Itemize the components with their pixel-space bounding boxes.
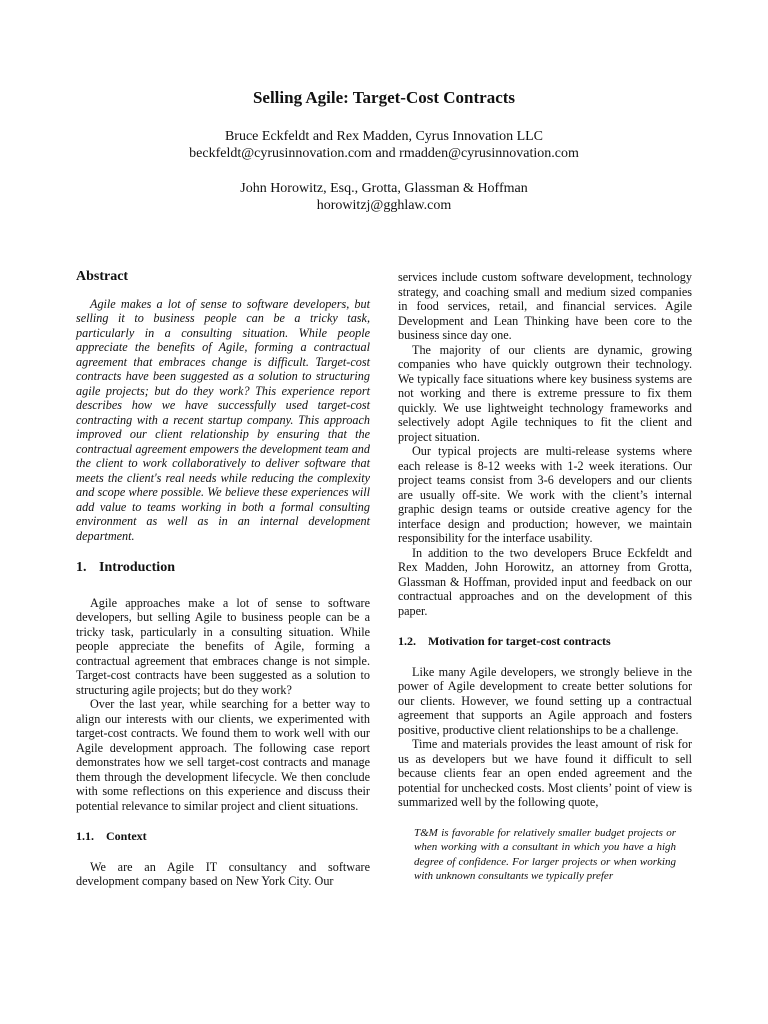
motivation-heading bbox=[398, 634, 692, 649]
authors-line-1: Bruce Eckfeldt and Rex Madden, Cyrus Innovation LLC bbox=[224, 129, 544, 144]
block-quote: T&M is favorable for relatively smaller budget projects or when working with a consultant in which you have a high degree of confidence. For larger projects or when working with unknown consultants we typically prefer bbox=[414, 826, 676, 882]
context-paragraph-1: We are an Agile IT consultancy and software development company based on New York City. Our bbox=[76, 859, 370, 888]
paper-title: Selling Agile: Target-Cost Contracts bbox=[252, 88, 516, 107]
intro-paragraph-1: Agile approaches make a lot of sense to software developers, but selling Agile to business people can be a tricky task, particularly in a consulting situation. While people appreciate the benefits of Agile, forming a contractual agreement that embraces change is not simple. Target-cost contracts have been suggested as a solution to structuring agile projects; but do they work? bbox=[76, 595, 370, 697]
subsection-title: Motivation for target-cost contracts bbox=[428, 634, 611, 648]
subsection-title: Context bbox=[106, 829, 147, 843]
paper-header bbox=[0, 88, 768, 232]
addition-paragraph: In addition to the two developers Bruce Eckfeldt and Rex Madden, John Horowitz, an attorney from Grotta, Glassman & Hoffman, provided input and feedback on our contractual approaches and on the development of this paper. bbox=[398, 545, 692, 618]
left-column bbox=[76, 270, 370, 889]
section-title: Introduction bbox=[99, 560, 175, 575]
intro-paragraph-2: Over the last year, while searching for a better way to align our interests with our clients, we experimented with target-cost contracts. We found them to work well with our Agile development approach. The following case report demonstrates how we sell target-cost contracts and manage them through the development lifecycle. We then conclude with some reflections on this experience and discuss their potential relevance to similar project and client situations. bbox=[76, 697, 370, 813]
abstract-text: Agile makes a lot of sense to software developers, but selling it to business people can be a tricky task, particularly in a consulting situation. While people appreciate the benefits of Agile, forming a contractual agreement that embraces change is difficult. Target-cost contracts have been suggested as a solution to structuring agile projects; but do they work? This experience report describes how we have successfully used target-cost contracting with a recent startup company. This approach improved our client relationship by ensuring that the contractual agreement empowers the development team and the client to work collaboratively to deliver software that meets the client's real needs while reducing the complexity and scope where possible. We believe these experiences will add value to teams working in both a formal consulting environment as well as in an internal development department. bbox=[76, 296, 370, 543]
abstract-heading: Abstract bbox=[76, 269, 129, 284]
introduction-heading bbox=[76, 561, 370, 576]
context-heading bbox=[76, 829, 370, 844]
subsection-number: 1.2. bbox=[398, 634, 416, 648]
emails-line-1: beckfeldt@cyrusinnovation.com and rmadden@cyrusinnovation.com bbox=[189, 146, 579, 161]
authors-line-2: John Horowitz, Esq., Grotta, Glassman & Hoffman bbox=[240, 181, 528, 196]
majority-paragraph: The majority of our clients are dynamic, growing companies who have quickly outgrown their technology. We typically face situations where key business systems are not working and there is extreme pressure to fix them quickly. We use lightweight technology frameworks and selectively adopt Agile techniques to fit the client and project situation. bbox=[398, 342, 692, 444]
typical-projects-paragraph: Our typical projects are multi-release systems where each release is 8-12 weeks with 1-2 week iterations. Our project teams consist from 3-6 developers and our clients are usually off-site. We work with the client’s internal graphic design teams or outside creative agency for the interface design and production; however, we maintain responsibility for the interface usability. bbox=[398, 444, 692, 545]
section-number: 1. bbox=[76, 560, 87, 575]
services-paragraph: services include custom software development, technology strategy, and coaching small and medium sized companies in food services, retail, and financial services. Agile Development and Lean Thinking have been core to the business since day one. bbox=[398, 270, 692, 342]
time-materials-paragraph: Time and materials provides the least amount of risk for us as developers but we have found it difficult to sell because clients fear an open ended agreement and the potential for unchecked costs. Most clients’ point of view is summarized well by the following quote, bbox=[398, 737, 692, 809]
subsection-number: 1.1. bbox=[76, 829, 94, 843]
emails-line-2: horowitzj@gghlaw.com bbox=[316, 198, 452, 213]
author-group-1 bbox=[0, 128, 768, 162]
like-paragraph: Like many Agile developers, we strongly believe in the power of Agile development to create better solutions for our clients. However, we found setting up a contractual agreement that supports an Agile approach and fosters positive, productive client relationships to be a challenge. bbox=[398, 664, 692, 737]
right-column bbox=[398, 270, 692, 884]
author-group-2 bbox=[0, 180, 768, 214]
